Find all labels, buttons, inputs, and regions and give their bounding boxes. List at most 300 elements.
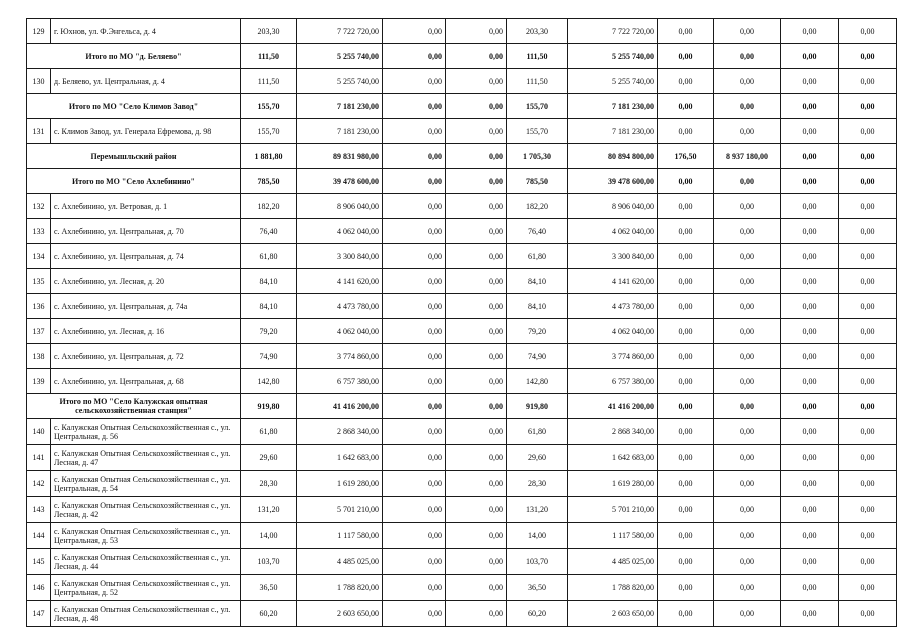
- value-cell: 0,00: [446, 601, 507, 627]
- value-cell: 0,00: [839, 244, 897, 269]
- value-cell: 60,20: [241, 601, 297, 627]
- value-cell: 0,00: [383, 19, 446, 44]
- value-cell: 74,90: [241, 344, 297, 369]
- value-cell: 0,00: [781, 194, 839, 219]
- value-cell: 0,00: [383, 244, 446, 269]
- value-cell: 111,50: [241, 69, 297, 94]
- value-cell: 0,00: [714, 269, 781, 294]
- value-cell: 0,00: [658, 394, 714, 419]
- table-row: [27, 523, 897, 549]
- value-cell: 0,00: [658, 575, 714, 601]
- subtotal-label: Итого по МО "д. Беляево": [27, 44, 241, 69]
- value-cell: 0,00: [658, 523, 714, 549]
- value-cell: 7 181 230,00: [297, 119, 383, 144]
- value-cell: 0,00: [658, 69, 714, 94]
- value-cell: 0,00: [839, 144, 897, 169]
- table-body: [27, 19, 897, 627]
- value-cell: 0,00: [781, 269, 839, 294]
- value-cell: 785,50: [241, 169, 297, 194]
- value-cell: 0,00: [781, 244, 839, 269]
- value-cell: 4 062 040,00: [568, 319, 658, 344]
- subtotal-label: Итого по МО "Село Калужская опытная сельскохозяйственная станция": [27, 394, 241, 419]
- value-cell: 8 906 040,00: [297, 194, 383, 219]
- value-cell: 131,20: [507, 497, 568, 523]
- value-cell: 0,00: [839, 575, 897, 601]
- value-cell: 919,80: [507, 394, 568, 419]
- value-cell: 36,50: [241, 575, 297, 601]
- value-cell: 61,80: [241, 419, 297, 445]
- value-cell: 0,00: [781, 94, 839, 119]
- value-cell: 0,00: [714, 169, 781, 194]
- value-cell: 6 757 380,00: [568, 369, 658, 394]
- value-cell: 0,00: [383, 549, 446, 575]
- address-cell: с. Калужская Опытная Сельскохозяйственная с., ул. Лесная, д. 42: [51, 497, 241, 523]
- value-cell: 0,00: [714, 219, 781, 244]
- value-cell: 0,00: [658, 44, 714, 69]
- value-cell: 0,00: [446, 244, 507, 269]
- value-cell: 0,00: [658, 601, 714, 627]
- value-cell: 155,70: [507, 119, 568, 144]
- value-cell: 176,50: [658, 144, 714, 169]
- value-cell: 2 868 340,00: [568, 419, 658, 445]
- value-cell: 0,00: [781, 19, 839, 44]
- address-cell: с. Ахлебинино, ул. Центральная, д. 70: [51, 219, 241, 244]
- value-cell: 4 473 780,00: [297, 294, 383, 319]
- value-cell: 0,00: [714, 445, 781, 471]
- value-cell: 76,40: [241, 219, 297, 244]
- value-cell: 0,00: [446, 294, 507, 319]
- table-row: [27, 369, 897, 394]
- address-cell: с. Калужская Опытная Сельскохозяйственная с., ул. Центральная, д. 53: [51, 523, 241, 549]
- value-cell: 0,00: [658, 445, 714, 471]
- value-cell: 0,00: [839, 94, 897, 119]
- value-cell: 0,00: [383, 219, 446, 244]
- value-cell: 0,00: [781, 445, 839, 471]
- value-cell: 1 117 580,00: [297, 523, 383, 549]
- value-cell: 0,00: [383, 319, 446, 344]
- row-number: 133: [27, 219, 51, 244]
- value-cell: 4 062 040,00: [568, 219, 658, 244]
- row-number: 147: [27, 601, 51, 627]
- value-cell: 0,00: [839, 471, 897, 497]
- subtotal-label: Итого по МО "Село Ахлебинино": [27, 169, 241, 194]
- value-cell: 0,00: [839, 69, 897, 94]
- value-cell: 0,00: [781, 523, 839, 549]
- value-cell: 0,00: [446, 523, 507, 549]
- value-cell: 0,00: [446, 169, 507, 194]
- table-row: [27, 319, 897, 344]
- value-cell: 29,60: [241, 445, 297, 471]
- value-cell: 142,80: [507, 369, 568, 394]
- value-cell: 7 181 230,00: [568, 119, 658, 144]
- value-cell: 0,00: [714, 44, 781, 69]
- row-number: 145: [27, 549, 51, 575]
- value-cell: 0,00: [658, 319, 714, 344]
- value-cell: 8 906 040,00: [568, 194, 658, 219]
- row-number: 131: [27, 119, 51, 144]
- value-cell: 0,00: [839, 269, 897, 294]
- address-cell: д. Беляево, ул. Центральная, д. 4: [51, 69, 241, 94]
- value-cell: 0,00: [839, 344, 897, 369]
- value-cell: 74,90: [507, 344, 568, 369]
- document-page: [26, 18, 897, 627]
- table-row: [27, 244, 897, 269]
- value-cell: 111,50: [507, 44, 568, 69]
- address-cell: с. Ахлебинино, ул. Центральная, д. 72: [51, 344, 241, 369]
- value-cell: 0,00: [714, 471, 781, 497]
- value-cell: 0,00: [839, 319, 897, 344]
- value-cell: 0,00: [446, 219, 507, 244]
- value-cell: 0,00: [383, 445, 446, 471]
- value-cell: 0,00: [714, 294, 781, 319]
- value-cell: 182,20: [507, 194, 568, 219]
- value-cell: 0,00: [383, 294, 446, 319]
- value-cell: 0,00: [781, 44, 839, 69]
- value-cell: 7 722 720,00: [568, 19, 658, 44]
- address-cell: с. Калужская Опытная Сельскохозяйственная с., ул. Центральная, д. 54: [51, 471, 241, 497]
- value-cell: 89 831 980,00: [297, 144, 383, 169]
- value-cell: 0,00: [658, 497, 714, 523]
- value-cell: 0,00: [446, 119, 507, 144]
- value-cell: 7 181 230,00: [297, 94, 383, 119]
- table-row: [27, 269, 897, 294]
- value-cell: 3 774 860,00: [568, 344, 658, 369]
- value-cell: 0,00: [383, 601, 446, 627]
- housing-program-table: [26, 18, 897, 627]
- value-cell: 0,00: [383, 119, 446, 144]
- row-number: 144: [27, 523, 51, 549]
- value-cell: 5 701 210,00: [568, 497, 658, 523]
- value-cell: 0,00: [781, 369, 839, 394]
- value-cell: 0,00: [714, 549, 781, 575]
- value-cell: 0,00: [839, 601, 897, 627]
- value-cell: 5 255 740,00: [568, 44, 658, 69]
- value-cell: 142,80: [241, 369, 297, 394]
- value-cell: 36,50: [507, 575, 568, 601]
- value-cell: 14,00: [507, 523, 568, 549]
- value-cell: 0,00: [839, 369, 897, 394]
- value-cell: 0,00: [383, 194, 446, 219]
- value-cell: 61,80: [507, 244, 568, 269]
- value-cell: 1 788 820,00: [568, 575, 658, 601]
- value-cell: 61,80: [507, 419, 568, 445]
- table-row: [27, 471, 897, 497]
- value-cell: 0,00: [714, 319, 781, 344]
- subtotal-row: [27, 169, 897, 194]
- value-cell: 0,00: [839, 549, 897, 575]
- value-cell: 0,00: [781, 419, 839, 445]
- value-cell: 0,00: [839, 294, 897, 319]
- value-cell: 4 141 620,00: [297, 269, 383, 294]
- value-cell: 0,00: [781, 601, 839, 627]
- value-cell: 0,00: [446, 471, 507, 497]
- value-cell: 0,00: [446, 269, 507, 294]
- value-cell: 5 255 740,00: [568, 69, 658, 94]
- value-cell: 111,50: [507, 69, 568, 94]
- row-number: 137: [27, 319, 51, 344]
- value-cell: 0,00: [658, 549, 714, 575]
- value-cell: 0,00: [658, 119, 714, 144]
- table-row: [27, 294, 897, 319]
- value-cell: 14,00: [241, 523, 297, 549]
- value-cell: 84,10: [507, 294, 568, 319]
- subtotal-row: [27, 144, 897, 169]
- address-cell: г. Юхнов, ул. Ф.Энгельса, д. 4: [51, 19, 241, 44]
- table-row: [27, 19, 897, 44]
- value-cell: 4 485 025,00: [297, 549, 383, 575]
- value-cell: 0,00: [658, 344, 714, 369]
- value-cell: 0,00: [714, 344, 781, 369]
- value-cell: 0,00: [658, 194, 714, 219]
- value-cell: 7 722 720,00: [297, 19, 383, 44]
- value-cell: 0,00: [383, 369, 446, 394]
- table-row: [27, 69, 897, 94]
- row-number: 139: [27, 369, 51, 394]
- value-cell: 0,00: [714, 69, 781, 94]
- value-cell: 0,00: [383, 94, 446, 119]
- value-cell: 1 642 683,00: [297, 445, 383, 471]
- value-cell: 1 705,30: [507, 144, 568, 169]
- table-row: [27, 194, 897, 219]
- address-cell: с. Ахлебинино, ул. Лесная, д. 20: [51, 269, 241, 294]
- value-cell: 29,60: [507, 445, 568, 471]
- subtotal-label: Перемышльский район: [27, 144, 241, 169]
- value-cell: 0,00: [658, 19, 714, 44]
- value-cell: 0,00: [839, 445, 897, 471]
- value-cell: 0,00: [383, 394, 446, 419]
- value-cell: 6 757 380,00: [297, 369, 383, 394]
- value-cell: 0,00: [714, 94, 781, 119]
- value-cell: 4 473 780,00: [568, 294, 658, 319]
- value-cell: 0,00: [839, 219, 897, 244]
- value-cell: 0,00: [658, 269, 714, 294]
- value-cell: 0,00: [839, 394, 897, 419]
- value-cell: 0,00: [658, 244, 714, 269]
- value-cell: 2 603 650,00: [568, 601, 658, 627]
- row-number: 134: [27, 244, 51, 269]
- value-cell: 0,00: [383, 269, 446, 294]
- value-cell: 84,10: [507, 269, 568, 294]
- value-cell: 0,00: [446, 94, 507, 119]
- value-cell: 0,00: [383, 523, 446, 549]
- value-cell: 5 255 740,00: [297, 44, 383, 69]
- table-row: [27, 344, 897, 369]
- row-number: 136: [27, 294, 51, 319]
- value-cell: 0,00: [781, 119, 839, 144]
- row-number: 130: [27, 69, 51, 94]
- value-cell: 4 062 040,00: [297, 319, 383, 344]
- value-cell: 3 774 860,00: [297, 344, 383, 369]
- value-cell: 1 117 580,00: [568, 523, 658, 549]
- value-cell: 0,00: [658, 419, 714, 445]
- address-cell: с. Ахлебинино, ул. Центральная, д. 74: [51, 244, 241, 269]
- value-cell: 155,70: [241, 94, 297, 119]
- value-cell: 2 603 650,00: [297, 601, 383, 627]
- value-cell: 0,00: [781, 549, 839, 575]
- table-row: [27, 219, 897, 244]
- value-cell: 0,00: [446, 319, 507, 344]
- value-cell: 155,70: [507, 94, 568, 119]
- value-cell: 0,00: [658, 94, 714, 119]
- subtotal-row: [27, 94, 897, 119]
- value-cell: 0,00: [446, 19, 507, 44]
- address-cell: с. Ахлебинино, ул. Центральная, д. 68: [51, 369, 241, 394]
- value-cell: 0,00: [446, 394, 507, 419]
- value-cell: 3 300 840,00: [297, 244, 383, 269]
- value-cell: 0,00: [781, 394, 839, 419]
- value-cell: 4 485 025,00: [568, 549, 658, 575]
- value-cell: 0,00: [383, 471, 446, 497]
- address-cell: с. Калужская Опытная Сельскохозяйственная с., ул. Лесная, д. 44: [51, 549, 241, 575]
- subtotal-label: Итого по МО "Село Климов Завод": [27, 94, 241, 119]
- table-row: [27, 119, 897, 144]
- value-cell: 203,30: [241, 19, 297, 44]
- row-number: 146: [27, 575, 51, 601]
- value-cell: 5 255 740,00: [297, 69, 383, 94]
- table-row: [27, 601, 897, 627]
- table-row: [27, 549, 897, 575]
- value-cell: 28,30: [241, 471, 297, 497]
- value-cell: 8 937 180,00: [714, 144, 781, 169]
- row-number: 142: [27, 471, 51, 497]
- value-cell: 1 619 280,00: [297, 471, 383, 497]
- value-cell: 103,70: [241, 549, 297, 575]
- row-number: 141: [27, 445, 51, 471]
- row-number: 132: [27, 194, 51, 219]
- value-cell: 0,00: [714, 19, 781, 44]
- value-cell: 79,20: [241, 319, 297, 344]
- value-cell: 0,00: [383, 169, 446, 194]
- value-cell: 0,00: [383, 144, 446, 169]
- value-cell: 131,20: [241, 497, 297, 523]
- value-cell: 0,00: [446, 419, 507, 445]
- value-cell: 0,00: [383, 575, 446, 601]
- value-cell: 0,00: [383, 419, 446, 445]
- value-cell: 80 894 800,00: [568, 144, 658, 169]
- value-cell: 111,50: [241, 44, 297, 69]
- value-cell: 0,00: [658, 219, 714, 244]
- value-cell: 0,00: [839, 44, 897, 69]
- value-cell: 203,30: [507, 19, 568, 44]
- value-cell: 5 701 210,00: [297, 497, 383, 523]
- row-number: 129: [27, 19, 51, 44]
- value-cell: 84,10: [241, 269, 297, 294]
- value-cell: 79,20: [507, 319, 568, 344]
- value-cell: 0,00: [714, 394, 781, 419]
- value-cell: 1 619 280,00: [568, 471, 658, 497]
- value-cell: 2 868 340,00: [297, 419, 383, 445]
- address-cell: с. Климов Завод, ул. Генерала Ефремова, д. 98: [51, 119, 241, 144]
- value-cell: 7 181 230,00: [568, 94, 658, 119]
- value-cell: 0,00: [446, 344, 507, 369]
- value-cell: 1 642 683,00: [568, 445, 658, 471]
- value-cell: 0,00: [446, 549, 507, 575]
- value-cell: 0,00: [839, 419, 897, 445]
- value-cell: 0,00: [781, 497, 839, 523]
- value-cell: 0,00: [781, 294, 839, 319]
- value-cell: 0,00: [446, 69, 507, 94]
- value-cell: 0,00: [839, 194, 897, 219]
- value-cell: 0,00: [781, 471, 839, 497]
- value-cell: 4 141 620,00: [568, 269, 658, 294]
- value-cell: 60,20: [507, 601, 568, 627]
- table-row: [27, 497, 897, 523]
- subtotal-row: [27, 394, 897, 419]
- value-cell: 0,00: [714, 497, 781, 523]
- address-cell: с. Ахлебинино, ул. Лесная, д. 16: [51, 319, 241, 344]
- value-cell: 0,00: [714, 575, 781, 601]
- value-cell: 0,00: [714, 601, 781, 627]
- value-cell: 0,00: [658, 169, 714, 194]
- address-cell: с. Ахлебинино, ул. Центральная, д. 74а: [51, 294, 241, 319]
- value-cell: 0,00: [658, 369, 714, 394]
- value-cell: 0,00: [839, 19, 897, 44]
- value-cell: 41 416 200,00: [297, 394, 383, 419]
- value-cell: 919,80: [241, 394, 297, 419]
- value-cell: 0,00: [714, 523, 781, 549]
- value-cell: 0,00: [781, 169, 839, 194]
- value-cell: 0,00: [781, 344, 839, 369]
- value-cell: 0,00: [839, 523, 897, 549]
- value-cell: 0,00: [383, 344, 446, 369]
- value-cell: 28,30: [507, 471, 568, 497]
- address-cell: с. Калужская Опытная Сельскохозяйственная с., ул. Лесная, д. 48: [51, 601, 241, 627]
- value-cell: 0,00: [714, 119, 781, 144]
- value-cell: 1 788 820,00: [297, 575, 383, 601]
- value-cell: 0,00: [781, 575, 839, 601]
- value-cell: 0,00: [839, 169, 897, 194]
- value-cell: 0,00: [714, 369, 781, 394]
- value-cell: 84,10: [241, 294, 297, 319]
- value-cell: 41 416 200,00: [568, 394, 658, 419]
- value-cell: 61,80: [241, 244, 297, 269]
- value-cell: 0,00: [658, 471, 714, 497]
- row-number: 138: [27, 344, 51, 369]
- value-cell: 0,00: [658, 294, 714, 319]
- address-cell: с. Ахлебинино, ул. Ветровая, д. 1: [51, 194, 241, 219]
- value-cell: 39 478 600,00: [568, 169, 658, 194]
- table-row: [27, 575, 897, 601]
- address-cell: с. Калужская Опытная Сельскохозяйственная с., ул. Лесная, д. 47: [51, 445, 241, 471]
- value-cell: 0,00: [446, 369, 507, 394]
- value-cell: 0,00: [446, 44, 507, 69]
- value-cell: 0,00: [446, 497, 507, 523]
- value-cell: 1 881,80: [241, 144, 297, 169]
- value-cell: 0,00: [383, 497, 446, 523]
- table-row: [27, 445, 897, 471]
- value-cell: 0,00: [781, 319, 839, 344]
- address-cell: с. Калужская Опытная Сельскохозяйственная с., ул. Центральная, д. 56: [51, 419, 241, 445]
- value-cell: 0,00: [446, 194, 507, 219]
- table-row: [27, 419, 897, 445]
- value-cell: 0,00: [446, 144, 507, 169]
- value-cell: 0,00: [839, 119, 897, 144]
- value-cell: 182,20: [241, 194, 297, 219]
- value-cell: 0,00: [446, 445, 507, 471]
- value-cell: 103,70: [507, 549, 568, 575]
- value-cell: 4 062 040,00: [297, 219, 383, 244]
- value-cell: 3 300 840,00: [568, 244, 658, 269]
- value-cell: 76,40: [507, 219, 568, 244]
- value-cell: 0,00: [714, 419, 781, 445]
- value-cell: 0,00: [383, 69, 446, 94]
- value-cell: 39 478 600,00: [297, 169, 383, 194]
- value-cell: 0,00: [839, 497, 897, 523]
- subtotal-row: [27, 44, 897, 69]
- row-number: 140: [27, 419, 51, 445]
- address-cell: с. Калужская Опытная Сельскохозяйственная с., ул. Центральная, д. 52: [51, 575, 241, 601]
- value-cell: 0,00: [714, 194, 781, 219]
